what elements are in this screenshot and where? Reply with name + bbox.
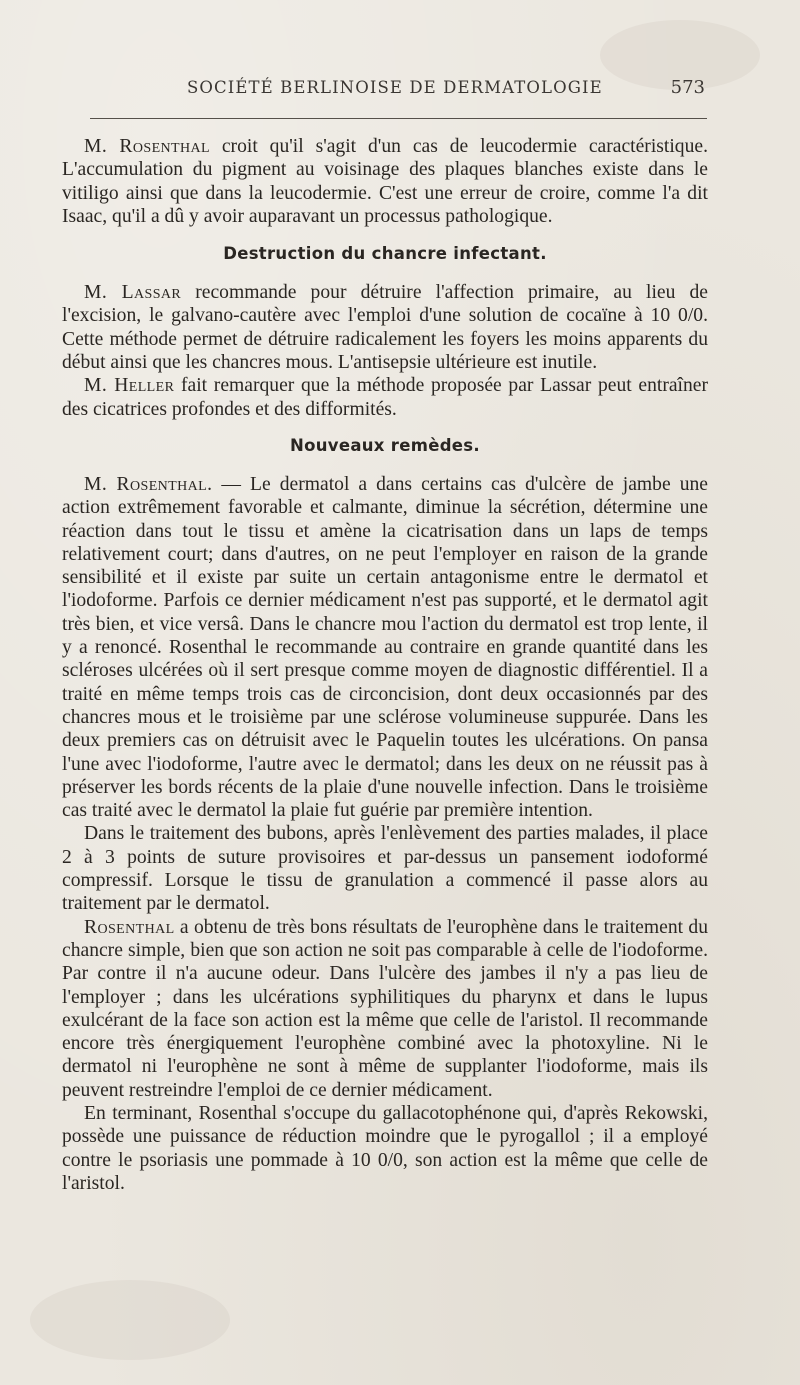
page-number: 573 [670,77,705,98]
paragraph: En terminant, Rosenthal s'occupe du gallacotophénone qui, d'après Rekowski, possède une puissance de réduction moindre que le pyrogallol ; il a employé contre le psoriasis une pommade à 10 0/0, son action est la même que celle de l'aristol. [62,1102,708,1194]
paragraph-text: — Le dermatol a dans certains cas d'ulcère de jambe une action extrêmement favorable et calmante, diminue la sécrétion, détermine une réaction dans tout le tissu et amène la cicatrisation dans un laps de temps relativement court; dans d'autres, on ne peut l'employer en raison de la grande sensibilité et il existe par suite un certain antagonisme entre le dermatol et l'iodoforme. Parfois ce dernier médicament n'est pas supporté, et le dermatol agit très bien, et vice versâ. Dans le chancre mou l'action du dermatol est trop lente, il y a renoncé. Rosenthal le recommande au contraire en grande quantité dans les scléroses ulcérées où il sert presque comme moyen de diagnostic différentiel. Il a traité en même temps trois cas de circoncision, dont deux occasionnés par des chancres mous et le troisième par une sclérose volumineuse suppurée. Dans les deux premiers cas on détruisit avec le Paquelin toutes les ulcérations. On pansa l'une avec l'iodoforme, l'autre avec le dermatol; dans les deux on ne réussit pas à préserver les bords récents de la plaie d'une nouvelle infection. Dans le troisième cas traité avec le dermatol la plaie fut guérie par première intention. [62,473,708,822]
paragraph-text: a obtenu de très bons résultats de l'europhène dans le traitement du chancre simple, bien que son action ne soit pas comparable à celle de l'iodoforme. Par contre il n'a aucune odeur. Dans l'ulcère des jambes il n'y a pas lieu de l'employer ; dans les ulcérations syphilitiques du pharynx et dans le lupus exulcérant de la face son action est la même que celle de l'aristol. Il recommande encore très énergiquement l'europhène combiné avec la photoxyline. Ni le dermatol ni l'europhène ne sont à même de supplanter l'iodoforme, mais ils peuvent restreindre l'emploi de ce dernier médicament. [62,916,708,1101]
paragraph [62,916,708,1102]
article-body [62,135,708,1195]
paragraph [62,374,708,421]
paragraph [62,473,708,822]
paragraph-text: recommande pour détruire l'affection primaire, au lieu de l'excision, le galvano-cautère avec l'emploi d'une solution de cocaïne à 10 0/0. Cette méthode permet de détruire radicalement les foyers les moins apparents du début ainsi que les chancres mous. L'antisepsie ultérieure est inutile. [62,282,708,374]
header-rule [90,118,707,119]
paragraph-text: croit qu'il s'agit d'un cas de leucodermie caractéristique. L'accumulation du pigment au voisinage des plaques blanches existe dans le vitiligo ainsi que dans la leucodermie. C'est une erreur de croire, comme l'a dit Isaac, qu'il a dû y avoir auparavant un processus pathologique. [62,136,708,227]
paragraph [62,135,708,228]
speaker-name: M. Heller [84,375,175,397]
paragraph-text: fait remarquer que la méthode proposée par Lassar peut entraîner des cicatrices profondes et des difformités. [62,375,708,420]
section-heading: Nouveaux remèdes. [289,435,480,455]
page-header [62,78,708,104]
paragraph: Dans le traitement des bubons, après l'enlèvement des parties malades, il place 2 à 3 points de suture provisoires et par-dessus un pansement iodoformé compressif. Lorsque le tissu de granulation a commencé il passe alors au traitement par le dermatol. [62,823,708,915]
speaker-name: M. Rosenthal. [84,473,213,495]
speaker-name: Rosenthal [84,916,175,938]
paper-stain [30,1280,230,1360]
paragraph [62,281,708,374]
speaker-name: M. Rosenthal [84,136,210,157]
speaker-name: M. Lassar [84,282,182,304]
running-head: SOCIÉTÉ BERLINOISE DE DERMATOLOGIE [187,78,603,97]
section-heading: Destruction du chancre infectant. [223,244,547,264]
